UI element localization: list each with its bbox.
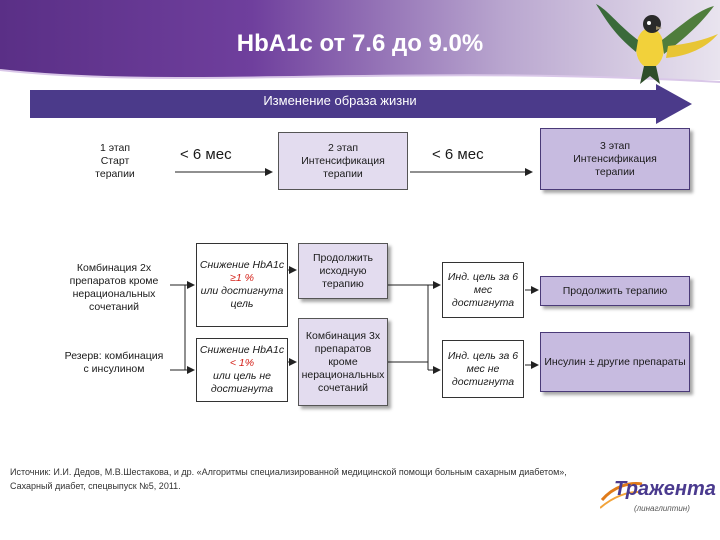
- bird-illustration: [588, 0, 720, 92]
- stage1-line2: Старт: [100, 155, 130, 167]
- reduction-ok-line2: ≥1 %: [230, 272, 254, 284]
- goal-not-reached-box: Инд. цель за 6 мес не достигнута: [442, 340, 524, 398]
- stage1-label: [70, 142, 160, 181]
- trajenta-logo-text: Тражента: [614, 478, 716, 500]
- interval2-label: < 6 мес: [432, 146, 484, 163]
- continue-initial-box: Продолжить исходную терапию: [298, 243, 388, 299]
- stage3-line2: Интенсификация: [573, 152, 657, 165]
- stage3-line3: терапии: [595, 165, 635, 178]
- banner-label: Изменение образа жизни: [263, 93, 417, 108]
- continue-therapy-box: Продолжить терапию: [540, 276, 690, 306]
- source-citation: Источник: И.И. Дедов, М.В.Шестакова, и др. «Алгоритмы специализированной медицинской помощи больным сахарным диабетом», Сахарный диабет, спецвыпуск №5, 2011.: [10, 467, 567, 491]
- reduction-fail-line3: или цель не достигнута: [210, 370, 274, 395]
- reduction-fail-box: [196, 338, 288, 402]
- reduction-ok-box: [196, 243, 288, 327]
- reduction-fail-line1: Снижение HbA1c: [199, 344, 285, 356]
- combination-text: Комбинация 2х препаратов кроме нерациональных сочетаний: [69, 262, 159, 313]
- combo3-box: Комбинация 3х препаратов кроме нерациональных сочетаний: [298, 318, 388, 406]
- stage1-line1: 1 этап: [99, 142, 131, 154]
- insulin-box: Инсулин ± другие препараты: [540, 332, 690, 392]
- goal-reached-box: Инд. цель за 6 мес достигнута: [442, 262, 524, 318]
- stage2-line1: 2 этап: [327, 141, 359, 154]
- stage2-line2: Интенсификация: [301, 154, 385, 167]
- reduction-ok-line3: или достигнута цель: [200, 285, 284, 310]
- stage3-header-box: [540, 128, 690, 190]
- stage2-header-box: [278, 132, 408, 190]
- page-title: HbA1c от 7.6 до 9.0%: [236, 30, 484, 57]
- stage2-line3: терапии: [323, 167, 363, 180]
- reduction-fail-line2: < 1%: [229, 357, 255, 369]
- stage3-line1: 3 этап: [599, 139, 631, 152]
- reduction-ok-line1: Снижение HbA1c: [199, 259, 285, 271]
- trajenta-logo-subtitle: (линаглиптин): [634, 504, 690, 513]
- stage1-line3: терапии: [95, 168, 135, 180]
- reserve-text: Резерв: комбинация с инсулином: [64, 350, 164, 375]
- interval1-label: < 6 мес: [180, 146, 232, 163]
